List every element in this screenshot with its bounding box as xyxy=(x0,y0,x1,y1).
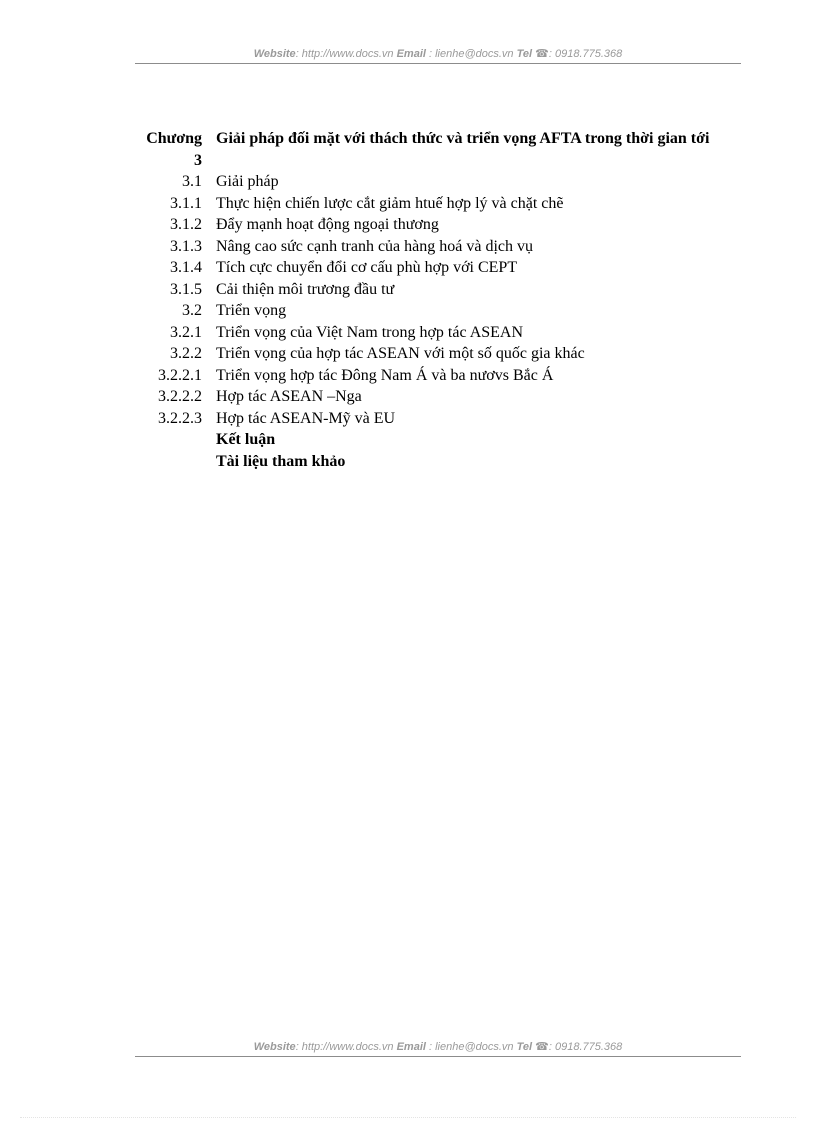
toc-item xyxy=(136,214,736,236)
toc-item-text: Tích cực chuyển đổi cơ cấu phù hợp với CEPT xyxy=(216,259,518,276)
toc-item-text: Triển vọng xyxy=(216,302,287,319)
footer-tel-label: Tel xyxy=(516,1041,533,1053)
toc-item-number: 3.2 xyxy=(182,302,202,319)
header-website-url[interactable]: : http://www.docs.vn xyxy=(295,48,394,60)
footer-website-label: Website xyxy=(253,1041,296,1053)
toc-conclusion-row xyxy=(136,429,736,451)
page-bottom-divider xyxy=(20,1117,796,1118)
footer-email-value[interactable]: : lienhe@docs.vn xyxy=(425,1041,514,1053)
toc-chapter-number: Chương 3 xyxy=(146,130,202,169)
toc-item-text: Triển vọng của Việt Nam trong hợp tác ASEAN xyxy=(216,323,524,341)
toc-item-text: Đẩy mạnh hoạt động ngoại thương xyxy=(216,216,439,233)
table-of-contents xyxy=(136,128,736,472)
toc-item-text: Cải thiện môi trương đầu tư xyxy=(216,280,395,298)
footer-email-label: Email xyxy=(396,1041,426,1053)
toc-item-number: 3.1.5 xyxy=(170,280,202,298)
toc-item-number: 3.1.1 xyxy=(170,194,202,212)
toc-item-text: Triển vọng của hợp tác ASEAN với một số quốc gia khác xyxy=(216,345,585,362)
toc-item xyxy=(136,365,736,387)
toc-item-number: 3.2.2.1 xyxy=(158,366,202,384)
toc-item-number: 3.1 xyxy=(182,173,202,190)
toc-chapter-title: Giải pháp đối mặt với thách thức và triển vọng AFTA trong thời gian tới xyxy=(216,130,710,147)
toc-item-number: 3.2.2.3 xyxy=(158,409,202,427)
toc-item-number: 3.2.1 xyxy=(170,323,202,341)
toc-item-text: Hợp tác ASEAN –Nga xyxy=(216,388,362,405)
toc-item xyxy=(136,279,736,301)
toc-item xyxy=(136,193,736,215)
footer-website-url[interactable]: : http://www.docs.vn xyxy=(295,1041,394,1053)
toc-item-text: Thực hiện chiến lược cắt giảm htuế hợp lý và chặt chẽ xyxy=(216,194,564,212)
page-footer xyxy=(135,1040,741,1057)
toc-item-number: 3.2.2 xyxy=(170,345,202,362)
page-header xyxy=(135,47,741,64)
phone-icon: ☎ xyxy=(535,1041,549,1053)
toc-item-number: 3.2.2.2 xyxy=(158,388,202,405)
toc-item-number: 3.1.4 xyxy=(170,259,202,276)
header-website-label: Website xyxy=(253,48,296,60)
toc-item xyxy=(136,386,736,408)
toc-item-text: Hợp tác ASEAN-Mỹ và EU xyxy=(216,409,396,427)
toc-item-text: Nâng cao sức cạnh tranh của hàng hoá và dịch vụ xyxy=(216,237,533,255)
toc-item-text: Triển vọng hợp tác Đông Nam Á và ba nươvs Bắc Á xyxy=(216,366,554,384)
toc-chapter-row xyxy=(136,128,736,171)
footer-tel-value: : 0918.775.368 xyxy=(548,1041,623,1053)
toc-item-number: 3.1.2 xyxy=(170,216,202,233)
toc-item-number: 3.1.3 xyxy=(170,237,202,255)
header-tel-label: Tel xyxy=(516,48,533,60)
toc-item xyxy=(136,300,736,322)
toc-item xyxy=(136,408,736,430)
toc-references-row xyxy=(136,451,736,473)
toc-item-text: Giải pháp xyxy=(216,173,279,190)
header-tel-value: : 0918.775.368 xyxy=(548,48,623,60)
header-email-label: Email xyxy=(396,48,426,60)
header-email-value[interactable]: : lienhe@docs.vn xyxy=(425,48,514,60)
toc-conclusion: Kết luận xyxy=(216,431,276,448)
phone-icon: ☎ xyxy=(535,48,549,60)
toc-item xyxy=(136,322,736,344)
toc-item xyxy=(136,236,736,258)
toc-references: Tài liệu tham khảo xyxy=(216,452,346,470)
toc-item xyxy=(136,343,736,365)
toc-item xyxy=(136,257,736,279)
toc-item xyxy=(136,171,736,193)
